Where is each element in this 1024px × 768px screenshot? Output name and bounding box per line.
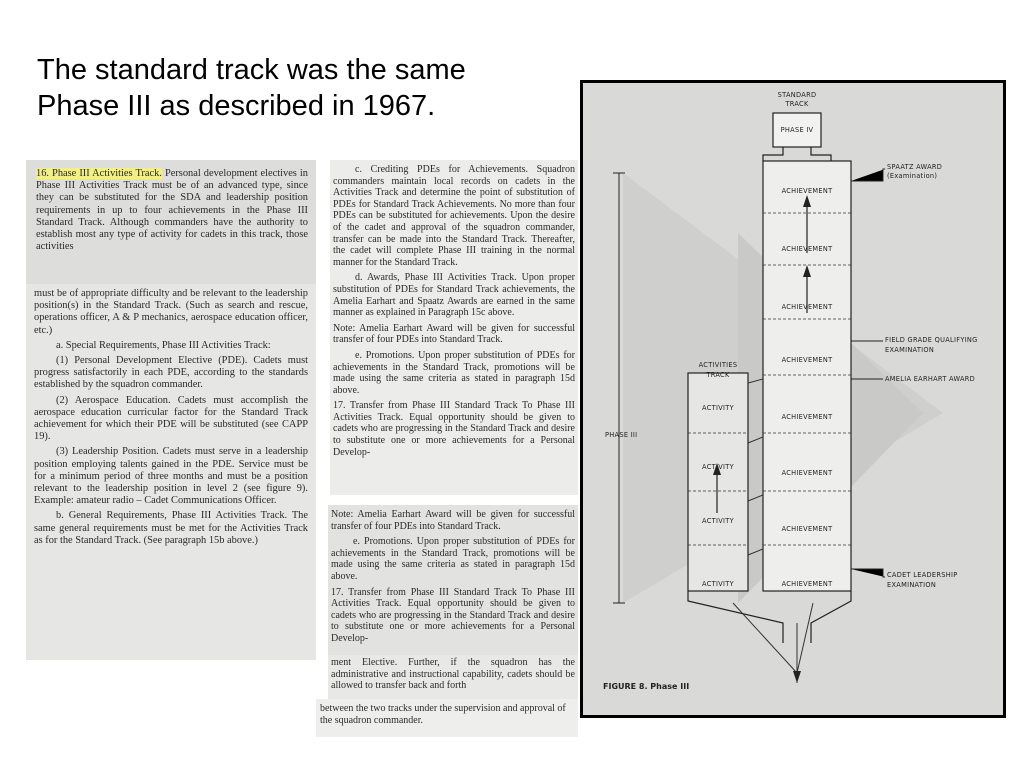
figure-caption: FIGURE 8. Phase III: [603, 682, 690, 691]
activity-label: ACTIVITY: [702, 517, 734, 525]
cadet-leadership-label: CADET LEADERSHIP: [887, 571, 958, 579]
achievement-label: ACHIEVEMENT: [781, 413, 833, 421]
achievement-label: ACHIEVEMENT: [781, 525, 833, 533]
scan-left-top: [26, 160, 316, 285]
left-paragraph: (2) Aerospace Education. Cadets must accomplish the aerospace education curricular factor for the Standard Track achievement for which their PDE will be substituted (see CAPP 19).: [34, 394, 308, 443]
middle-paragraph: d. Awards, Phase III Activities Track. Upon proper substitution of PDEs for Standard Track achievements, the Amelia Earhart and Spaatz Awards are earned in the same manner as explained in Paragraph 15c above.: [333, 272, 575, 319]
amelia-earhart-label: AMELIA EARHART AWARD: [885, 375, 976, 383]
figure-8-phase-iii: [580, 80, 1006, 718]
achievement-label: ACHIEVEMENT: [781, 303, 833, 311]
activities-track-label-2: TRACK: [706, 371, 730, 379]
section-16-text: Personal development electives in Phase III Activities Track must be of an advanced type, since they can be substituted for the SDA and leadership position requirements in up to four achievements in the Phase III Standard Track. Although commanders have the authority to establish most any type of activity for cadets in this track, those activities: [36, 168, 308, 253]
field-grade-sublabel: EXAMINATION: [885, 346, 935, 354]
achievement-label: ACHIEVEMENT: [781, 469, 833, 477]
slide-title-line-1: The standard track was the same: [37, 54, 466, 86]
scan-middle-top: [330, 160, 578, 495]
activity-label: ACTIVITY: [702, 463, 734, 471]
spaatz-award-label: SPAATZ AWARD: [887, 163, 943, 171]
achievement-label: ACHIEVEMENT: [781, 245, 833, 253]
middle-paragraph: e. Promotions. Upon proper substitution of PDEs for achievements in the Standard Track, promotions will be made using the same criteria as stated in paragraph 15d above.: [331, 536, 575, 582]
left-paragraph: (3) Leadership Position. Cadets must serve in a leadership position employing talents gained in the PDE. Service must be for a minimum period of three months and must be a position relevant to the leadership position in level 2 (see figure 9). Example: amateur radio – Cadet Communications Officer.: [34, 446, 308, 507]
middle-paragraph: e. Promotions. Upon proper substitution of PDEs for achievements in the Standard Track, promotions will be made using the same criteria as stated in paragraph 15d above.: [333, 349, 575, 396]
scan-middle-foot-2: [316, 699, 578, 737]
highlighted-heading: 16. Phase III Activities Track.: [36, 168, 162, 179]
achievement-label: ACHIEVEMENT: [781, 580, 833, 588]
scan-middle-foot-1: [328, 655, 578, 699]
left-paragraph: (1) Personal Development Elective (PDE). Cadets must progress satisfactorily in each PDE, according to the standards established by the squadron commander.: [34, 355, 308, 391]
left-paragraph: b. General Requirements, Phase III Activities Track. The same general requirements must be met for the Activities Track as for the Standard Track. (See paragraph 15b above.): [34, 510, 308, 546]
standard-track-label-2: TRACK: [785, 100, 809, 108]
activities-track-label-1: ACTIVITIES: [698, 361, 738, 369]
cadet-leadership-sublabel: EXAMINATION: [887, 581, 937, 589]
achievement-label: ACHIEVEMENT: [781, 187, 833, 195]
scan-left-main: [26, 284, 316, 660]
spaatz-award-sublabel: (Examination): [887, 172, 938, 180]
activity-label: ACTIVITY: [702, 580, 734, 588]
phase-iii-diagram: [583, 83, 1003, 715]
middle-note: Note: Amelia Earhart Award will be given for successful transfer of four PDEs into Standard Track.: [333, 322, 575, 346]
achievement-label: ACHIEVEMENT: [781, 356, 833, 364]
standard-track-label-1: STANDARD: [777, 91, 817, 99]
section-16-intro: [36, 168, 308, 253]
middle-foot-text: between the two tracks under the supervision and approval of the squadron commander.: [320, 703, 566, 726]
left-paragraph: a. Special Requirements, Phase III Activities Track:: [56, 339, 271, 351]
middle-note: Note: Amelia Earhart Award will be given for successful transfer of four PDEs into Standard Track.: [331, 509, 575, 532]
slide-title-line-2: Phase III as described in 1967.: [37, 90, 436, 122]
middle-paragraph: 17. Transfer from Phase III Standard Track To Phase III Activities Track. Equal opportunity should be given to cadets who are progressing in the Standard Track and desire to substitute one or more achievements for a Personal Develop-: [333, 400, 575, 458]
slide-title: [37, 52, 577, 124]
scan-middle-bottom: [328, 505, 578, 655]
phase-iii-label: PHASE III: [605, 431, 638, 439]
middle-foot-text: ment Elective. Further, if the squadron has the administrative and instructional capability, cadets should be allowed to transfer back and forth: [331, 657, 575, 692]
activity-label: ACTIVITY: [702, 404, 734, 412]
middle-paragraph: 17. Transfer from Phase III Standard Track To Phase III Activities Track. Equal opportunity should be given to cadets who are progressing in the Standard Track and desire to substitute one or more achievements for a Personal Develop-: [331, 586, 575, 644]
middle-paragraph: c. Crediting PDEs for Achievements. Squadron commanders maintain local records on cadets in the Activities Track and determine the point of substitution of PDEs for Standard Track Achievements. No more than four PDEs can be substituted for achievements. Upon the desire of the cadet and approval of the squadron commander, transfer can be made into the Standard Track. Thereafter, the cadet will complete Phase III training in the normal manner for the Standard Track.: [333, 164, 575, 268]
field-grade-label: FIELD GRADE QUALIFYING: [885, 336, 978, 344]
left-paragraph: must be of appropriate difficulty and be relevant to the leadership position(s) in the Standard Track. (Such as search and rescue, operations officer, A & P mechanics, aerospace education officer, etc.): [34, 288, 308, 336]
phase-iv-label: PHASE IV: [780, 126, 814, 134]
